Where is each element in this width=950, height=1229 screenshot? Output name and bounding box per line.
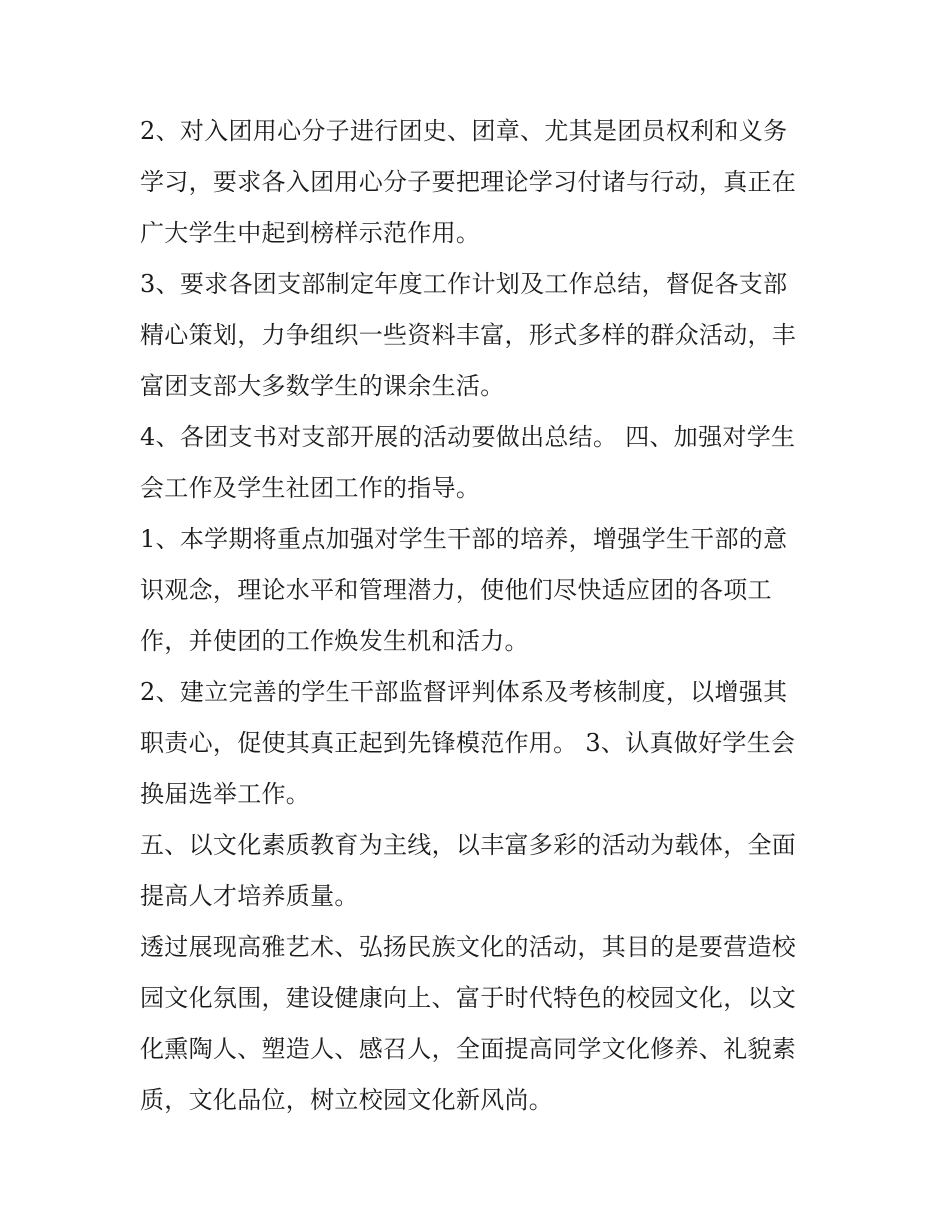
- text-line: 换届选举工作。: [140, 780, 311, 808]
- text-line: 精心策划，力争组织一些资料丰富，形式多样的群众活动，丰: [140, 321, 797, 349]
- text-line: 学习，要求各入团用心分子要把理论学习付诸与行动，真正在: [140, 168, 797, 196]
- text-line: 1、本学期将重点加强对学生干部的培养，增强学生干部的意: [140, 525, 788, 553]
- paragraph-item-2-study: [140, 106, 812, 259]
- text-line: 五、以文化素质教育为主线，以丰富多彩的活动为载体，全面: [140, 831, 797, 859]
- text-line: 提高人才培养质量。: [140, 882, 359, 910]
- text-line: 透过展现高雅艺术、弘扬民族文化的活动，其目的是要营造校: [140, 933, 797, 961]
- document-body: [140, 106, 812, 1126]
- text-line: 质，文化品位，树立校园文化新风尚。: [140, 1086, 554, 1114]
- paragraph-item-2-evaluation: [140, 667, 812, 820]
- text-line: 化熏陶人、塑造人、感召人，全面提高同学文化修养、礼貌素: [140, 1035, 797, 1063]
- text-line: 职责心，促使其真正起到先锋模范作用。 3、认真做好学生会: [140, 729, 796, 757]
- text-line: 3、要求各团支部制定年度工作计划及工作总结，督促各支部: [140, 270, 788, 298]
- text-line: 识观念，理论水平和管理潜力，使他们尽快适应团的各项工: [140, 576, 772, 604]
- text-line: 2、对入团用心分子进行团史、团章、尤其是团员权利和义务: [140, 117, 788, 145]
- section-heading-five: [140, 820, 812, 922]
- paragraph-item-3-plans: [140, 259, 812, 412]
- paragraph-item-1-cadre-training: [140, 514, 812, 667]
- text-line: 2、建立完善的学生干部监督评判体系及考核制度，以增强其: [140, 678, 788, 706]
- text-line: 会工作及学生社团工作的指导。: [140, 474, 481, 502]
- text-line: 4、各团支书对支部开展的活动要做出总结。 四、加强对学生: [140, 423, 796, 451]
- paragraph-item-4-summary: [140, 412, 812, 514]
- text-line: 作，并使团的工作焕发生机和活力。: [140, 627, 529, 655]
- paragraph-campus-culture: [140, 922, 812, 1126]
- text-line: 园文化氛围，建设健康向上、富于时代特色的校园文化，以文: [140, 984, 797, 1012]
- text-line: 广大学生中起到榜样示范作用。: [140, 219, 481, 247]
- text-line: 富团支部大多数学生的课余生活。: [140, 372, 505, 400]
